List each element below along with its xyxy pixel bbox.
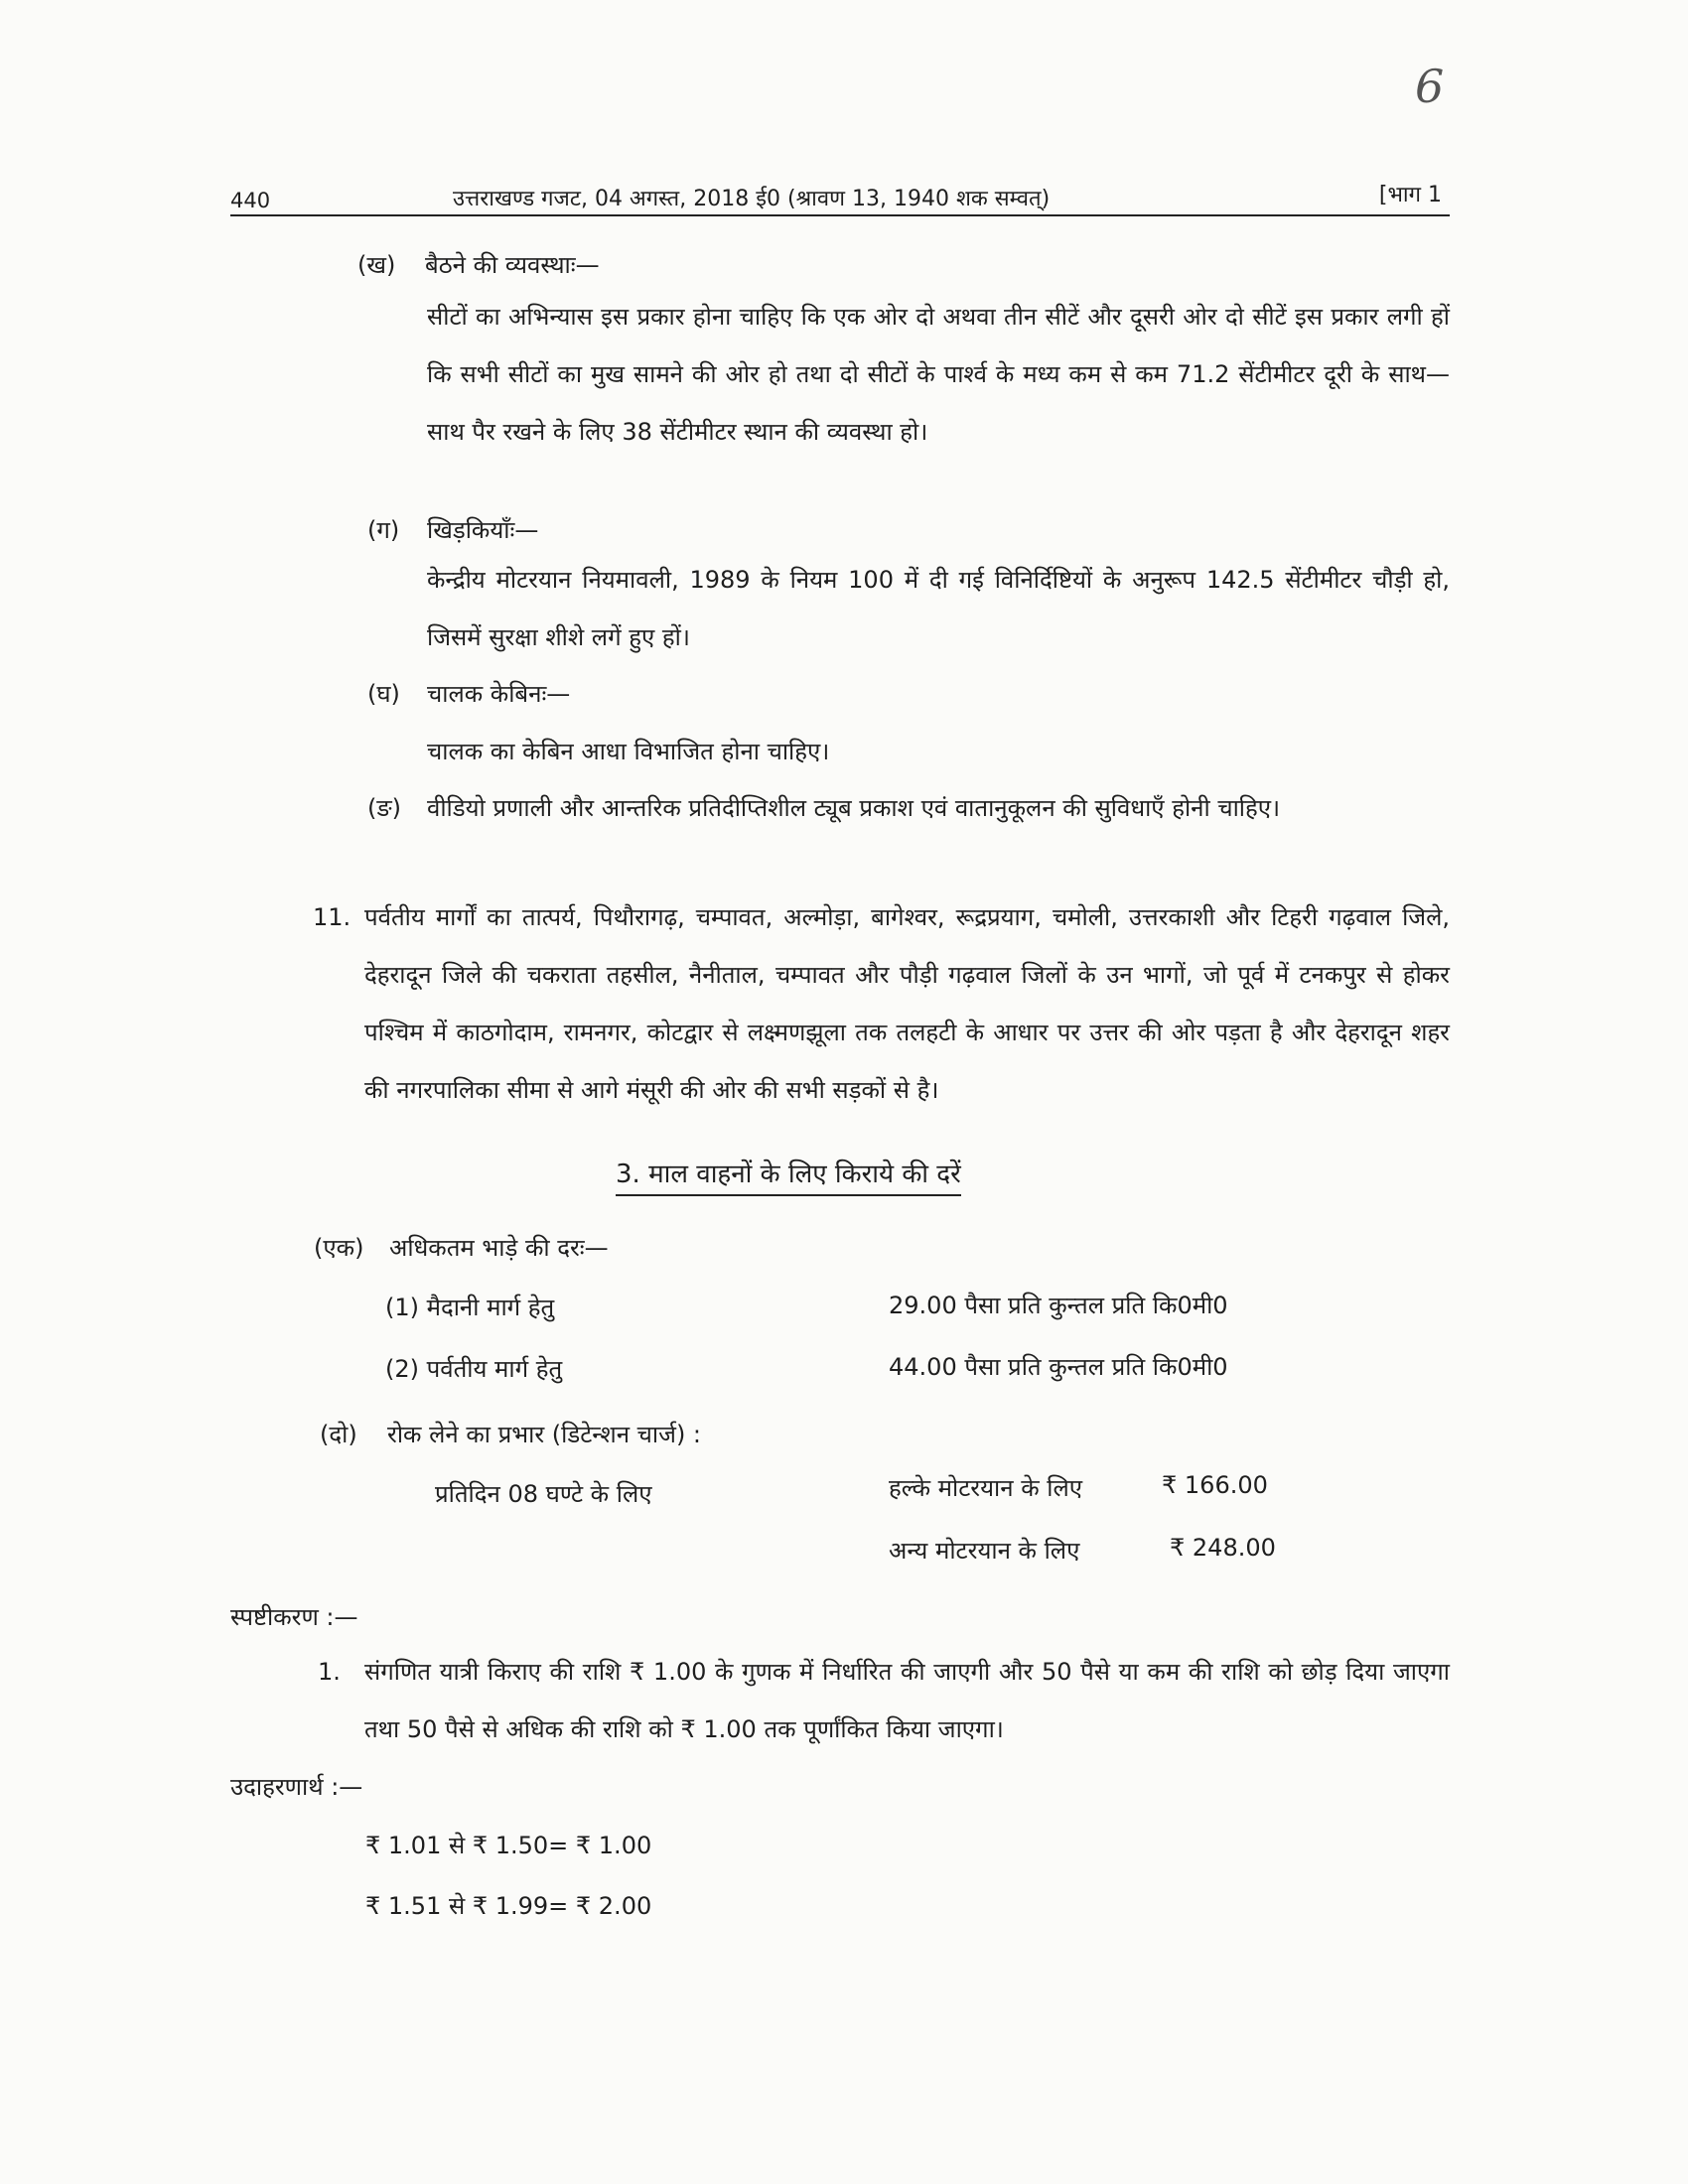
rates-heading [314,1231,609,1264]
section-3-title: 3. माल वाहनों के लिए किराये की दरें [616,1155,961,1196]
explanation-heading: स्पष्टीकरण :— [230,1603,358,1631]
section-kh-title: बैठने की व्यवस्थाः— [425,251,600,279]
section-gha-heading [367,665,570,723]
section-ga-text: केन्द्रीय मोटरयान नियमावली, 1989 के नियम 100 में दी गई विनिर्दिष्टियों के अनुरूप 142.5 सेंटीमीटर चौड़ी हो, जिसमें सुरक्षा शीशे लगें हुए हों। [427,566,1450,651]
detention-heading [320,1418,701,1450]
section-gha-title: चालक केबिनः— [427,680,571,708]
detention-light-label: हल्के मोटरयान के लिए [889,1474,1083,1502]
section-kh-label: (ख) [357,251,396,279]
rate-plains-value: 29.00 पैसा प्रति कुन्तल प्रति कि0मी0 [889,1292,1228,1319]
item-11-text: पर्वतीय मार्गों का तात्पर्य, पिथौरागढ़, चम्पावत, अल्मोड़ा, बागेश्वर, रूद्रप्रयाग, चमोली, उत्तरकाशी और टिहरी गढ़वाल जिले, देहरादून जिले की चकराता तहसील, नैनीताल, चम्पावत और पौड़ी गढ़वाल जिलों के उन भागों, जो पूर्व में टनकपुर से होकर पश्चिम में काठगोदाम, रामनगर, कोटद्वार से लक्ष्मणझूला तक तलहटी के आधार पर उत्तर की ओर पड़ता है और देहरादून शहर की नगरपालिका सीमा से आगे मंसूरी की ओर की सभी सड़कों से है। [364,903,1450,1104]
detention-period: प्रतिदिन 08 घण्टे के लिए [435,1480,652,1508]
section-gha-label: (घ) [367,680,400,708]
section-ga-label: (ग) [367,516,400,544]
rate-hills-value: 44.00 पैसा प्रति कुन्तल प्रति कि0मी0 [889,1353,1228,1381]
section-nga-text: वीडियो प्रणाली और आन्तरिक प्रतिदीप्तिशील ट्यूब प्रकाश एवं वातानुकूलन की सुविधाएँ होनी चाहिए। [427,794,1281,822]
rates-title: अधिकतम भाड़े की दरः— [389,1234,609,1262]
detention-light-value: ₹ 166.00 [1162,1471,1268,1499]
handwritten-page-mark: 6 [1415,60,1445,113]
detention-label: (दो) [320,1421,357,1448]
section-kh-text: सीटों का अभिन्यास इस प्रकार होना चाहिए कि एक ओर दो अथवा तीन सीटें और दूसरी ओर दो सीटें इस प्रकार लगी हों कि सभी सीटों का मुख सामने की ओर हो तथा दो सीटों के पार्श्व के मध्य कम से कम 71.2 सेंटीमीटर दूरी के साथ—साथ पैर रखने के लिए 38 सेंटीमीटर स्थान की व्यवस्था हो। [427,303,1450,446]
page-number: 440 [230,189,271,212]
examples-heading: उदाहरणार्थ :— [230,1773,363,1801]
section-ga-title: खिड़कियाँः— [427,516,539,544]
gazette-part: [भाग 1 [1378,183,1442,207]
page-header [230,175,1450,216]
explanation-text: संगणित यात्री किराए की राशि ₹ 1.00 के गुणक में निर्धारित की जाएगी और 50 पैसे या कम की राशि को छोड़ दिया जाएगा तथा 50 पैसे से अधिक की राशि को ₹ 1.00 तक पूर्णांकित किया जाएगा। [364,1658,1450,1743]
item-11-number: 11. [313,903,352,931]
section-gha-text: चालक का केबिन आधा विभाजित होना चाहिए। [427,738,830,765]
example-item-2: ₹ 1.51 से ₹ 1.99= ₹ 2.00 [365,1892,652,1920]
example-item-1: ₹ 1.01 से ₹ 1.50= ₹ 1.00 [365,1832,652,1859]
gazette-title: उत्तराखण्ड गजट, 04 अगस्त, 2018 ई0 (श्रावण 13, 1940 शक सम्वत्) [453,187,1051,211]
detention-title: रोक लेने का प्रभार (डिटेन्शन चार्ज) : [387,1421,702,1448]
rate-plains-label: (1) मैदानी मार्ग हेतु [385,1294,555,1321]
section-nga-label: (ङ) [367,794,402,822]
explanation-number: 1. [318,1658,341,1686]
rate-hills-label: (2) पर्वतीय मार्ग हेतु [385,1355,563,1383]
rates-label: (एक) [314,1234,364,1262]
detention-other-value: ₹ 248.00 [1170,1534,1276,1562]
detention-other-label: अन्य मोटरयान के लिए [889,1537,1080,1565]
section-kh-heading [357,236,600,294]
